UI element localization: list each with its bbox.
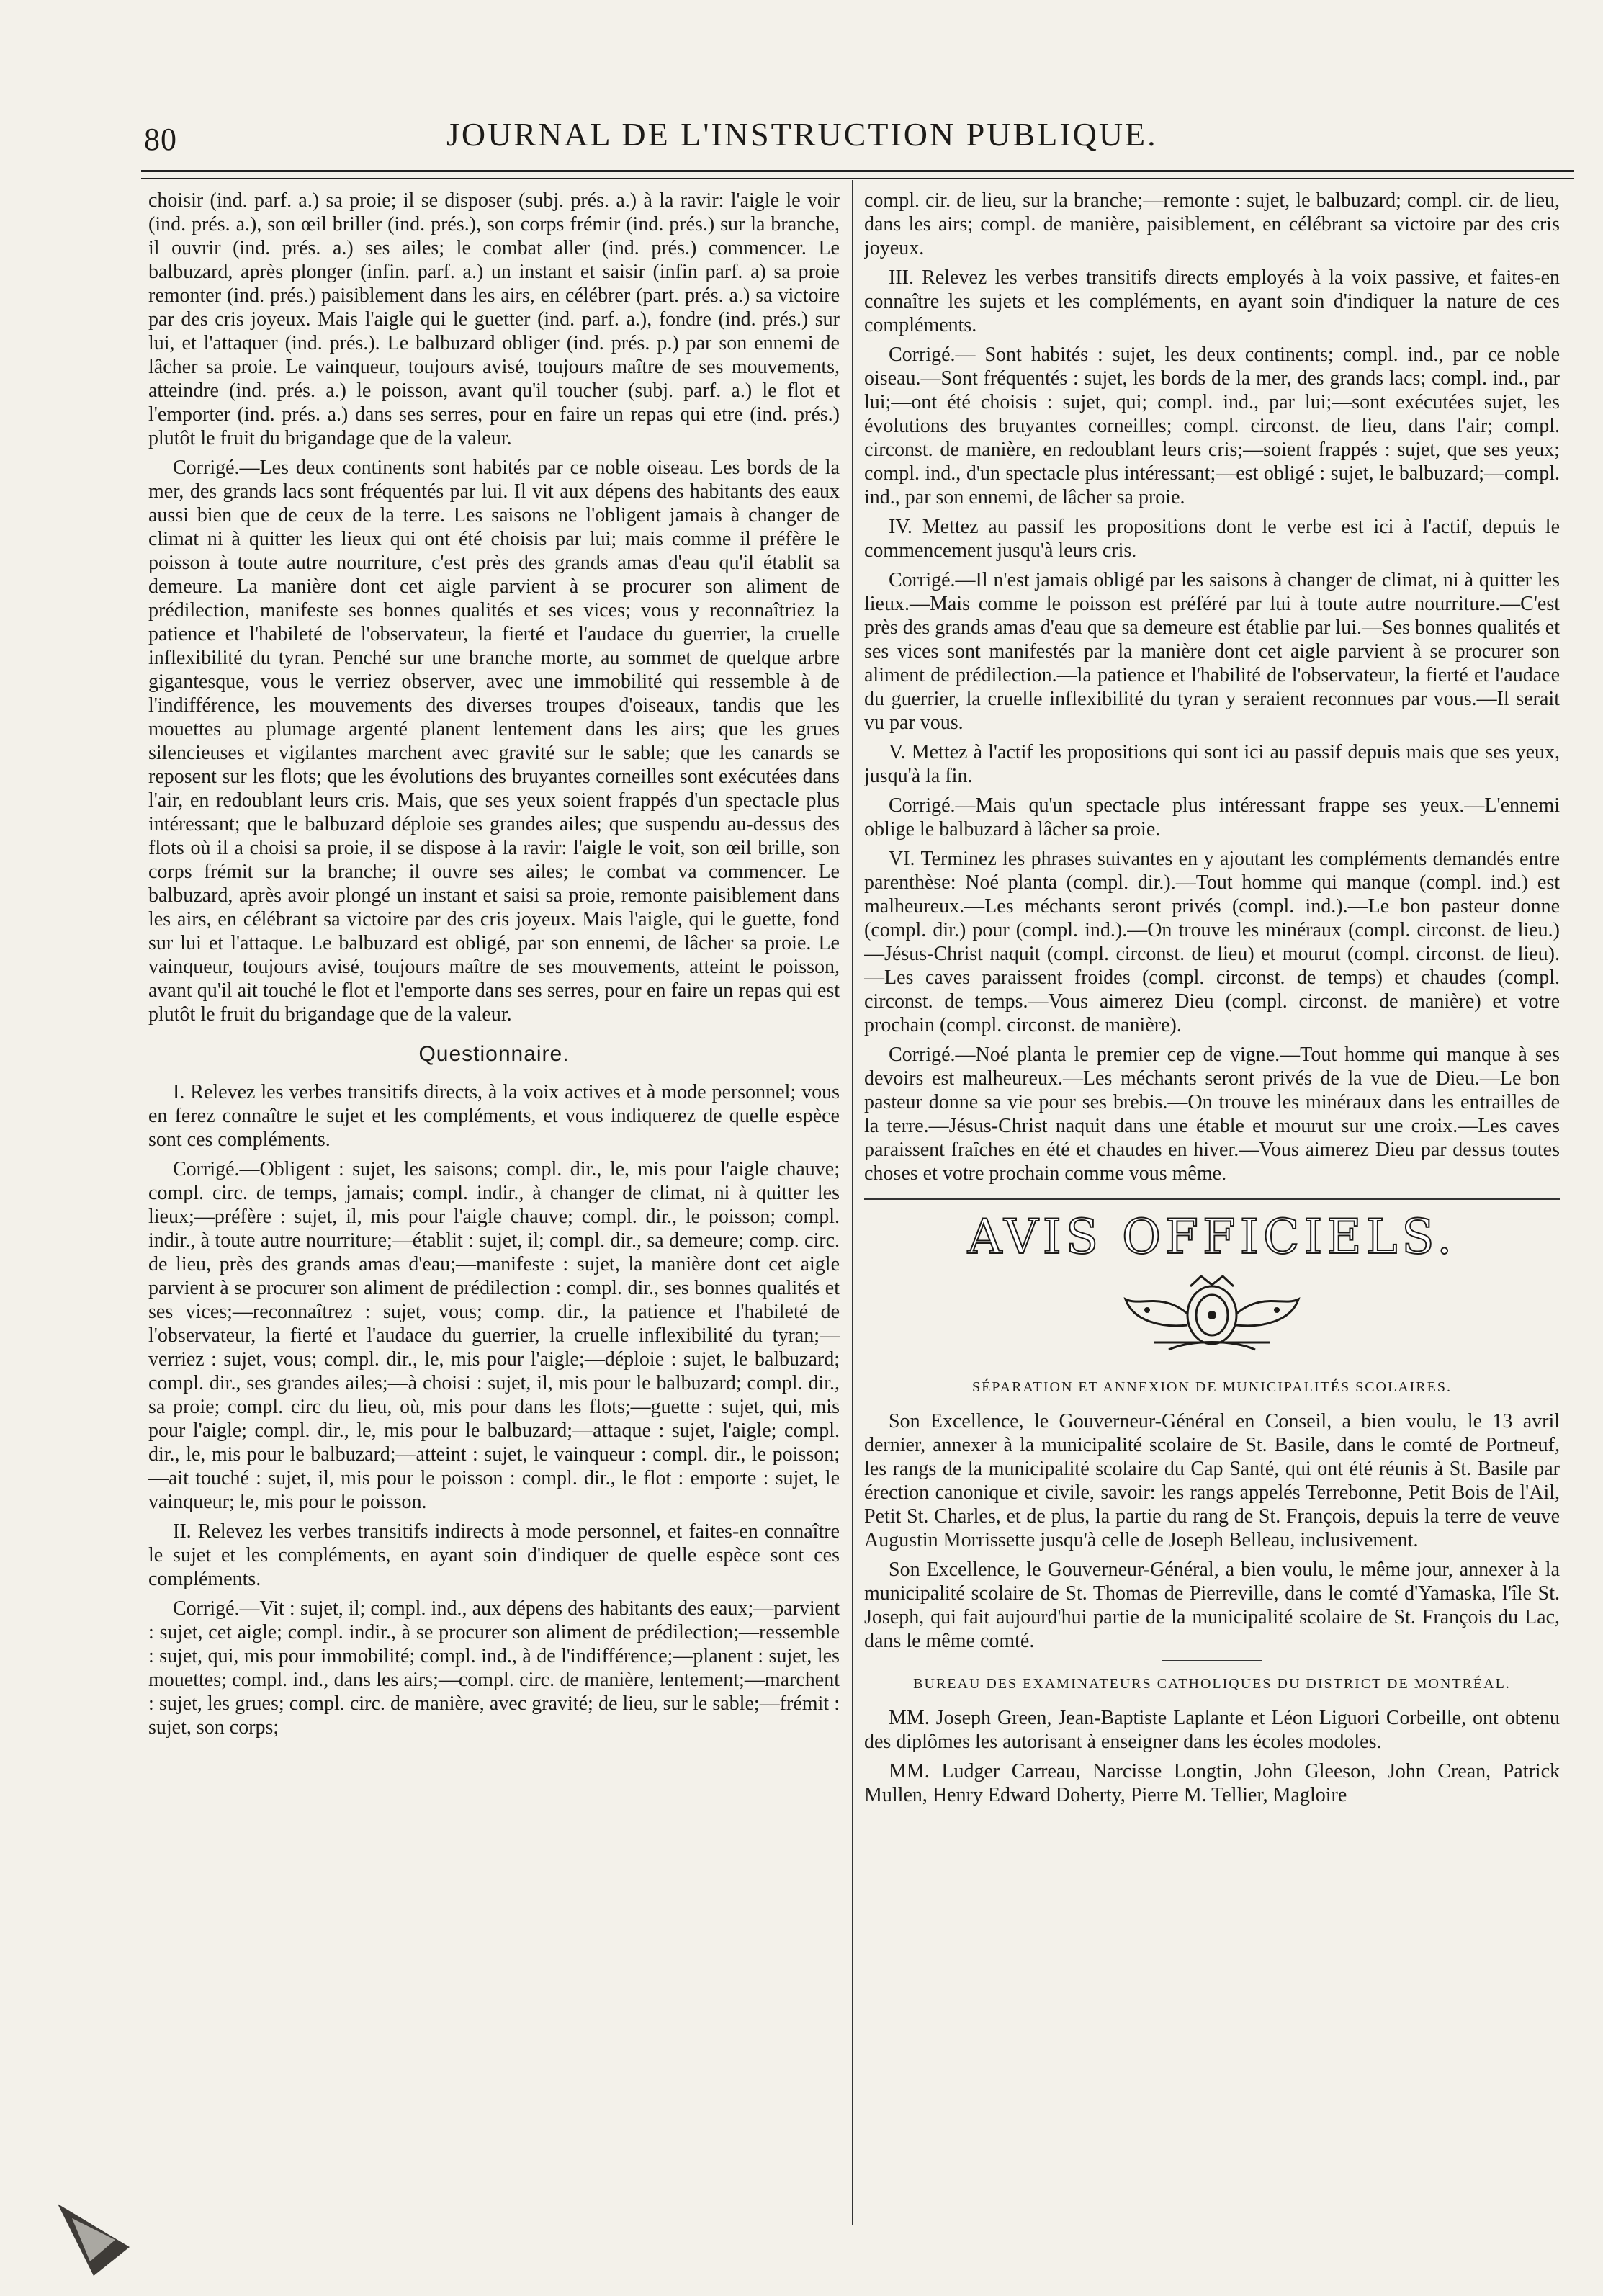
answer-4: Corrigé.—Il n'est jamais obligé par les saisons à changer de climat, ni à quitter les lieux.—Mais comme le poisson est préféré par lui à toute autre nourriture.—C'est près des grands amas d'eau que sa demeure est établie par lui.—Ses bonnes qualités et ses vices sont manifestés par la manière dont cet aigle parvient à se procurer son aliment de prédilection.—la patience et l'habilité de l'observateur, la fierté et l'audace du guerrier, la cruelle inflexibilité du tyran y seraient reconnues par vous.—Il serait vu par vous.	[864, 569, 1560, 734]
answer-1: Corrigé.—Obligent : sujet, les saisons; compl. dir., le, mis pour l'aigle chauve; compl. circ. de temps, jamais; compl. indir., à changer de climat, ni à quitter les lieux;—préfère : sujet, il, mis pour l'aigle chauve; compl. dir., le poisson; compl. indir., à toute autre nourriture;—établit : sujet, il; compl. dir., sa demeure; comp. circ. de lieu, près des grands amas d'eau;—manifeste : sujet, la manière dont cet aigle parvient à se procurer son aliment de prédilection : compl. dir., ses bonnes qualités et ses vices;—reconnaîtrez : sujet, vous; comp. dir., la patience et l'habileté de l'observateur, la fierté et l'audace du guerrier, la cruelle inflexibilité du tyran;—verriez : sujet, vous; compl. dir., le, mis pour l'aigle;—déploie : sujet, le balbuzard; compl. dir., ses grandes ailes;—à choisi : sujet, il, mis pour le balbuzard; compl. dir., sa proie; compl. circ du lieu, où, mis pour dans les flots;—guette : sujet, qui, mis pour l'aigle; compl. dir., le, mis pour le balbuzard;—attaque : sujet, l'aigle; compl. dir., le, mis pour le balbuzard;—atteint : sujet, le vainqueur : compl. dir., le poisson;—ait touché : sujet, il, mis pour le poisson : compl. dir., le flot : emporte : sujet, le vainqueur; le, mis pour le poisson.	[148, 1158, 840, 1513]
question-3: III. Relevez les verbes transitifs directs employés à la voix passive, et faites-en connaître les sujets et les compléments, en ayant soin d'indiquer la nature de ces compléments.	[864, 266, 1560, 336]
question-6: VI. Terminez les phrases suivantes en y ajoutant les compléments demandés entre parenthèse: Noé planta (compl. dir.).—Tout homme qui manque (compl. ind.) est malheureux.—Les méchants seront privés (compl. ind.).—Le bon pasteur donne (compl. dir.) pour (compl. ind.).—On trouve les minéraux (compl. circonst. de lieu.)—Jésus-Christ naquit (compl. circonst. de lieu) et mourut (compl. circonst. de lieu).—Les caves paraissent froides (compl. circonst. de temps) et chaudes (compl. circonst. de temps.—Vous aimerez Dieu (compl. circonst. de manière) et votre prochain (compl. circonst. de manière).	[864, 848, 1560, 1036]
page-number: 80	[144, 122, 177, 157]
royal-crest-icon	[1082, 1270, 1342, 1357]
avis-officiels-title: AVIS OFFICIELS.	[967, 1209, 1457, 1265]
questionnaire-heading: Questionnaire.	[418, 1042, 570, 1066]
question-1: I. Relevez les verbes transitifs directs, à la voix actives et à mode personnel; vous en ferez connaître le sujet et les compléments, et vous indiquerez de quelle espèce sont ces compléments.	[148, 1081, 840, 1151]
question-4: IV. Mettez au passif les propositions dont le verbe est ici à l'actif, depuis le commencement jusqu'à leurs cris.	[864, 516, 1560, 562]
corrige-paragraph: Corrigé.—Les deux continents sont habités par ce noble oiseau. Les bords de la mer, des grands lacs sont fréquentés par lui. Il vit aux dépens des habitants des eaux aussi bien que de ceux de la terre. Les saisons ne l'obligent jamais à changer de climat ni à quitter les lieux qui ont été choisis par lui; mais comme il préfère le poisson à toute autre nourriture, c'est près des grands amas d'eau qu'il établit sa demeure. La manière dont cet aigle parvient à se procurer son aliment de prédilection, manifeste ses bonnes qualités et ses vices; vous y reconnaîtriez la patience et l'habileté de l'observateur, la fierté et l'audace du guerrier, la cruelle inflexibilité du tyran. Penché sur une branche morte, au sommet de quelque arbre gigantesque, vous le verriez observer, avec une immobilité qui ressemble à de l'indifférence, les mouvements des diverses troupes d'oiseaux, tandis que les mouettes au plumage argenté planent lentement dans les airs; que les grues silencieuses et vigilantes marchent avec gravité sur le sable; que les canards se reposent sur les flots; que les évolutions des bruyantes corneilles sont exécutées dans l'air, en redoublant leurs cris. Mais, que ses yeux soient frappés d'un spectacle plus intéressant; que le balbuzard déploie ses grandes ailes; que suspendu au-dessus des flots où il a choisi sa proie, il se dispose à la ravir: l'aigle le voit, son œil brille, son corps frémit sur la branche; il ouvre ses ailes; le combat va commencer. Le balbuzard, après avoir plongé un instant et saisi sa proie, remonte paisiblement dans les airs, en célébrant sa victoire par des cris joyeux. Mais l'aigle, qui le guette, fond sur lui et l'attaque. Le balbuzard est obligé, par son ennemi, de lâcher sa proie. Le vainqueur, toujours avisé, toujours maître de ses mouvements, atteint le poisson, avant qu'il ait touché le flot et l'emporte dans ses serres, pour en faire un repas qui est plutôt le fruit du brigandage que de la valeur.	[148, 457, 840, 1026]
avis-paragraph-1: Son Excellence, le Gouverneur-Général en Conseil, a bien voulu, le 13 avril dernier, annexer à la municipalité scolaire de St. Basile, dans le comté de Portneuf, les rangs de la municipalité scolaire du Cap Santé, qui ont été réunis à St. Basile par érection canonique et civile, savoir: les rangs appelés Terrebonne, Petit Bois de l'Ail, Petit St. Charles, et de plus, la partie du rang de St. François, depuis la terre de veuve Augustin Morrissette jusqu'à celle de Joseph Belleau, inclusivement.	[864, 1410, 1560, 1551]
left-column	[148, 189, 840, 2227]
avis-subheading-1: SÉPARATION ET ANNEXION DE MUNICIPALITÉS SCOLAIRES.	[972, 1379, 1452, 1395]
exercise-text: choisir (ind. parf. a.) sa proie; il se disposer (subj. prés. a.) à la ravir: l'aigle le voir (ind. prés. a.), son œil briller (ind. prés.), son corps frémir (ind. prés.) sur la branche, il ouvrir (ind. prés. a.) ses ailes; le combat aller (ind. prés.) commencer. Le balbuzard, après plonger (infin. parf. a.) un instant et saisir (infin parf. a) sa proie remonter (ind. prés.) paisiblement dans les airs, en célébrer (part. prés. a.) sa victoire par des cris joyeux. Mais l'aigle qui le guetter (ind. parf. a.), fondre (ind. prés.) sur lui, et l'attaquer (ind. prés.). Le balbuzard obliger (ind. prés. p.) par son ennemi de lâcher sa proie. Le vainqueur, toujours avisé, toujours maître de ses mouvements, atteindre (ind. prés. a.) le poisson, avant qu'il toucher (subj. parf. a.) le flot et l'emporter (ind. prés. a.) dans ses serres, pour en faire un repas qui etre (ind. prés.) plutôt le fruit du brigandage que de la valeur.	[148, 189, 840, 449]
scan-corner-mark-icon	[50, 2189, 151, 2290]
column-divider	[852, 180, 853, 2225]
answer-2: Corrigé.—Vit : sujet, il; compl. ind., aux dépens des habitants des eaux;—parvient : sujet, cet aigle; compl. indir., à se procurer son aliment de prédilection;—ressemble : sujet, qui, mis pour immobilité; compl. ind., à de l'indifférence;—planent : sujet, les mouettes; compl. ind., dans les airs;—compl. circ. de manière, lentement;—marchent : sujet, les grues; compl. circ. de manière, avec gravité; de lieu, sur le sable;—frémit : sujet, son corps;	[148, 1597, 840, 1739]
avis-paragraph-2: Son Excellence, le Gouverneur-Général, a bien voulu, le même jour, annexer à la municipalité scolaire de St. Thomas de Pierreville, dans le comté d'Yamaska, l'île St. Joseph, qui fait aujourd'hui partie de la municipalité scolaire de St. François du Lac, dans le même comté.	[864, 1559, 1560, 1652]
answer-6: Corrigé.—Noé planta le premier cep de vigne.—Tout homme qui manque à ses devoirs est malheureux.—Les méchants seront privés de la vue de Dieu.—Le bon pasteur donne sa vie pour ses brebis.—On trouve les minéraux dans les entrailles de la terre.—Jésus-Christ naquit dans une étable et mourut sur une croix.—Les caves paraissent fraîches en été et chaudes en hiver.—Vous aimerez Dieu par dessus toutes choses et votre prochain comme vous même.	[864, 1044, 1560, 1185]
question-2: II. Relevez les verbes transitifs indirects à mode personnel, et faites-en connaître le sujet et les compléments, en ayant soin d'indiquer de quelle espèce sont ces compléments.	[148, 1520, 840, 1590]
section-separator	[864, 1198, 1560, 1203]
short-rule	[1162, 1660, 1262, 1661]
header-rule	[141, 170, 1574, 179]
right-column	[864, 189, 1560, 2227]
running-head: JOURNAL DE L'INSTRUCTION PUBLIQUE.	[446, 116, 1158, 153]
answer-5: Corrigé.—Mais qu'un spectacle plus intéressant frappe ses yeux.—L'ennemi oblige le balbuzard à lâcher sa proie.	[864, 794, 1560, 840]
avis-paragraph-4: MM. Ludger Carreau, Narcisse Longtin, John Gleeson, John Crean, Patrick Mullen, Henry Edward Doherty, Pierre M. Tellier, Magloire	[864, 1760, 1560, 1806]
question-5: V. Mettez à l'actif les propositions qui sont ici au passif depuis mais que ses yeux, jusqu'à la fin.	[864, 741, 1560, 787]
answer-3: Corrigé.— Sont habités : sujet, les deux continents; compl. ind., par ce noble oiseau.—Sont fréquentés : sujet, les bords de la mer, des grands lacs; compl. ind., par lui;—ont été choisis : sujet, qui; compl. ind., par lui;—sont exécutées sujet, les évolutions des bruyantes corneilles; compl. circonst. de lieu, dans l'air; compl. circonst. de manière, en redoublant leurs cris;—soient frappés : sujet, que ses yeux; compl. ind., d'un spectacle plus intéressant;—est obligé : sujet, le balbuzard;—compl. ind., par son ennemi, de lâcher sa proie.	[864, 344, 1560, 508]
avis-paragraph-3: MM. Joseph Green, Jean-Baptiste Laplante et Léon Liguori Corbeille, ont obtenu des diplômes les autorisant à enseigner dans les écoles modoles.	[864, 1707, 1560, 1753]
avis-subheading-2: BUREAU DES EXAMINATEURS CATHOLIQUES DU DISTRICT DE MONTRÉAL.	[913, 1676, 1511, 1692]
continued-text: compl. cir. de lieu, sur la branche;—remonte : sujet, le balbuzard; compl. cir. de lieu, dans les airs; compl. de manière, paisiblement, en célébrant sa victoire par des cris joyeux.	[864, 189, 1560, 259]
